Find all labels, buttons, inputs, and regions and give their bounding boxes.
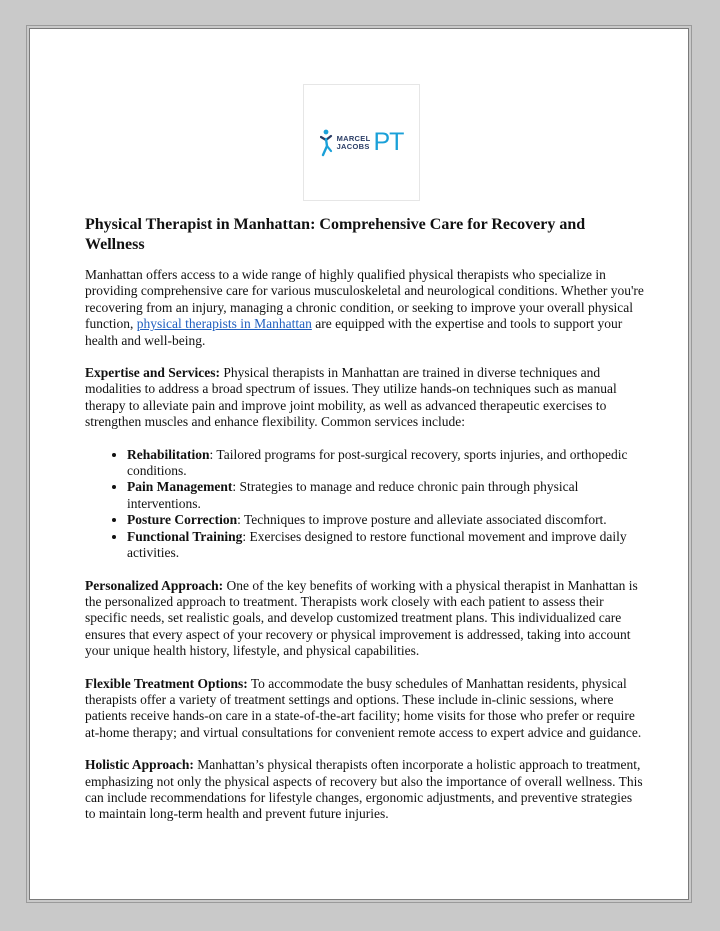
holistic-paragraph	[85, 757, 645, 823]
list-item	[127, 529, 645, 562]
service-text: : Exercises designed to restore functional movement and improve daily activities.	[127, 528, 627, 561]
flexible-paragraph	[85, 676, 645, 742]
logo-wordmark	[337, 135, 371, 151]
service-text: : Strategies to manage and reduce chronic pain through physical interventions.	[127, 479, 579, 511]
flexible-label: Flexible Treatment Options:	[85, 675, 248, 691]
list-item	[127, 479, 645, 512]
holistic-label: Holistic Approach:	[85, 757, 194, 773]
intro-text-after: are equipped with the expertise and tools to support your health and well-being.	[85, 316, 623, 348]
page-title: Physical Therapist in Manhattan: Comprehensive Care for Recovery and Wellness	[85, 216, 586, 253]
logo-lockup	[320, 129, 404, 157]
list-item	[127, 447, 645, 480]
flexible-text: To accommodate the busy schedules of Manhattan residents, physical therapists offer a variety of treatment settings and options. These include in-clinic sessions, where patients receive hands-on care in a state-of-the-art facility; home visits for those who prefer or require at-home therapy; and virtual consultations for convenient remote access to expert advice and guidance.	[85, 675, 642, 740]
intro-paragraph	[85, 267, 645, 349]
document-page	[29, 28, 689, 900]
expertise-paragraph	[85, 365, 645, 431]
expertise-text: Physical therapists in Manhattan are trained in diverse techniques and modalities to address a broad spectrum of issues. They utilize hands-on techniques such as manual therapy to alleviate pain and improve joint mobility, as well as advanced therapeutic exercises to strengthen muscles and enhance flexibility. Common services include:	[85, 365, 617, 430]
service-label: Pain Management	[127, 479, 233, 495]
personalized-paragraph	[85, 578, 645, 660]
logo-line-jacobs: JACOBS	[336, 141, 370, 151]
holistic-text: Manhattan’s physical therapists often incorporate a holistic approach to treatment, emphasizing not only the physical aspects of recovery but also the importance of overall wellness. This can include recommendations for lifestyle changes, ergonomic adjustments, and preventive strategies to maintain long-term health and prevent future injuries.	[85, 757, 643, 822]
service-text: : Techniques to improve posture and alleviate associated discomfort.	[237, 512, 607, 528]
service-label: Functional Training	[127, 528, 243, 544]
company-logo	[303, 84, 420, 201]
service-label: Rehabilitation	[127, 446, 210, 462]
runner-figure-icon	[320, 129, 334, 157]
intro-text-before: Manhattan offers access to a wide range of highly qualified physical therapists who specialize in providing comprehensive care for various musculoskeletal and neurological conditions. Whether you're recovering from an injury, managing a chronic condition, or seeking to improve your overall physical function,	[85, 267, 644, 332]
services-list	[85, 447, 645, 562]
logo-line-marcel: MARCEL	[336, 133, 371, 143]
service-text: : Tailored programs for post-surgical recovery, sports injuries, and orthopedic conditions.	[127, 446, 628, 479]
expertise-label: Expertise and Services:	[85, 365, 220, 381]
service-label: Posture Correction	[127, 512, 238, 528]
article-body	[85, 215, 645, 839]
list-item	[127, 512, 645, 528]
logo-pt-mark: PT	[373, 128, 404, 156]
personalized-label: Personalized Approach:	[85, 577, 224, 593]
personalized-text: One of the key benefits of working with a physical therapist in Manhattan is the personalized approach to treatment. Therapists work closely with each patient to assess their specific needs, set realistic goals, and develop customized treatment plans. This individualized care ensures that every aspect of your recovery or physical improvement is addressed, taking into account your unique health history, lifestyle, and physical capabilities.	[85, 577, 638, 659]
physical-therapists-link[interactable]: physical therapists in Manhattan	[136, 316, 312, 332]
